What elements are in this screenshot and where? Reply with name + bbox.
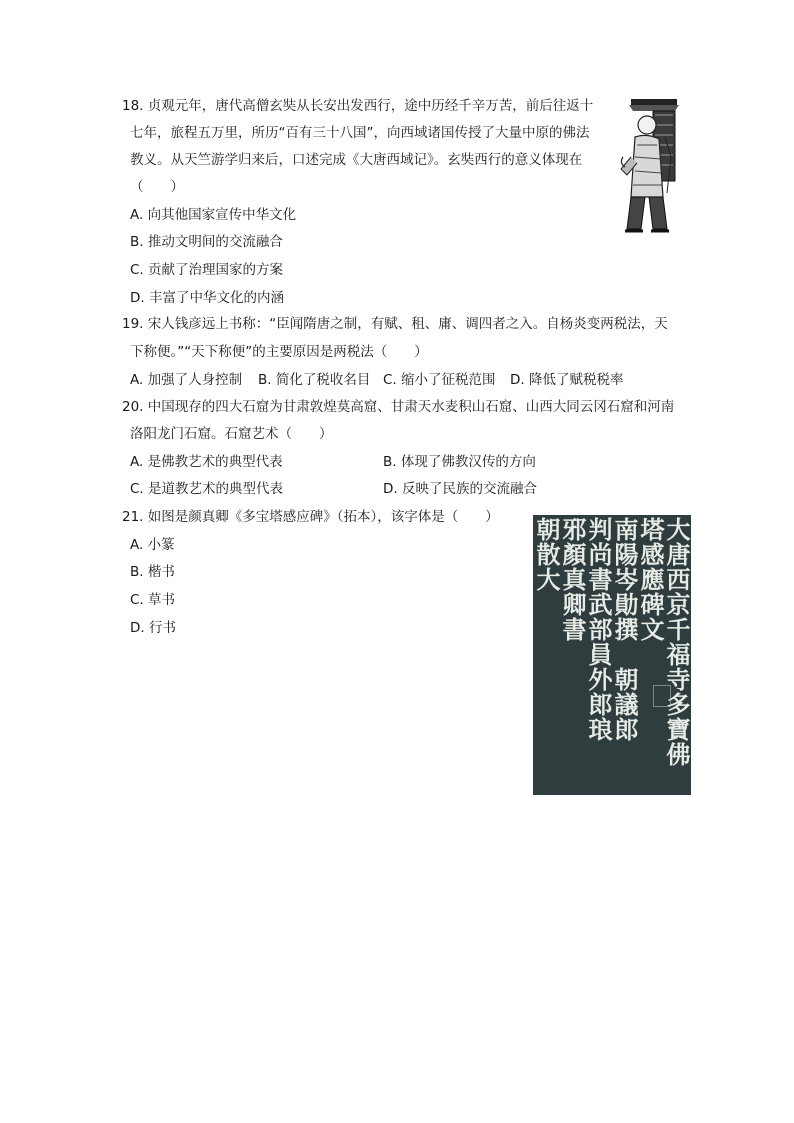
q18-line-1: 18. 贞观元年，唐代高僧玄奘从长安出发西行，途中历经千辛万苦，前后往返十: [122, 98, 594, 114]
rubbing-column: 大唐西京千福寺多寶佛: [662, 517, 691, 767]
calligraphy-rubbing-image: [533, 515, 691, 795]
seal-stamp: [653, 685, 671, 707]
q18-line-4: （ ）: [130, 179, 184, 195]
q19-option-b: B. 简化了税收名目: [258, 372, 371, 388]
q20-option-c: C. 是道教艺术的典型代表: [130, 481, 284, 497]
q21-option-a: A. 小篆: [130, 537, 175, 553]
q18-line-2: 七年，旅程五万里，所历“百有三十八国”，向西域诸国传授了大量中原的佛法: [130, 125, 590, 141]
rubbing-column: 塔感應碑文: [636, 517, 665, 642]
q20-line-1: 20. 中国现存的四大石窟为甘肃敦煌莫高窟、甘肃天水麦积山石窟、山西大同云冈石窟和河南: [122, 399, 675, 415]
q19-line-2: 下称便。”“天下称便”的主要原因是两税法（ ）: [130, 344, 428, 360]
q19-option-a: A. 加强了人身控制: [130, 372, 243, 388]
q19-option-d: D. 降低了赋税税率: [510, 372, 624, 388]
q21-line-1: 21. 如图是颜真卿《多宝塔感应碑》（拓本），该字体是（ ）: [122, 509, 499, 525]
q20-option-b: B. 体现了佛教汉传的方向: [383, 454, 536, 470]
q18-option-d: D. 丰富了中华文化的内涵: [130, 290, 284, 306]
q20-option-d: D. 反映了民族的交流融合: [383, 481, 537, 497]
xuanzang-illustration: [617, 97, 691, 242]
q18-option-a: A. 向其他国家宣传中华文化: [130, 207, 297, 223]
q21-option-d: D. 行书: [130, 620, 176, 636]
rubbing-column: 判尚書武部員外郎琅: [584, 517, 613, 742]
q18-option-b: B. 推动文明间的交流融合: [130, 234, 283, 250]
rubbing-column: 朝散大: [532, 517, 561, 592]
q20-line-2: 洛阳龙门石窟。石窟艺术（ ）: [130, 426, 333, 442]
q19-option-c: C. 缩小了征税范围: [383, 372, 496, 388]
q18-line-3: 教义。从天竺游学归来后，口述完成《大唐西域记》。玄奘西行的意义体现在: [130, 152, 583, 168]
q18-option-c: C. 贡献了治理国家的方案: [130, 262, 284, 278]
rubbing-column: 南陽岑勛撰 朝議郎: [610, 517, 639, 742]
q21-option-c: C. 草书: [130, 592, 176, 608]
q20-option-a: A. 是佛教艺术的典型代表: [130, 454, 283, 470]
rubbing-columns: [534, 517, 689, 793]
q21-option-b: B. 楷书: [130, 564, 175, 580]
rubbing-column: 邪顏真卿書: [558, 517, 587, 642]
q19-line-1: 19. 宋人钱彦远上书称：“臣闻隋唐之制，有赋、租、庸、调四者之入。自杨炎变两税法，天: [122, 316, 668, 332]
